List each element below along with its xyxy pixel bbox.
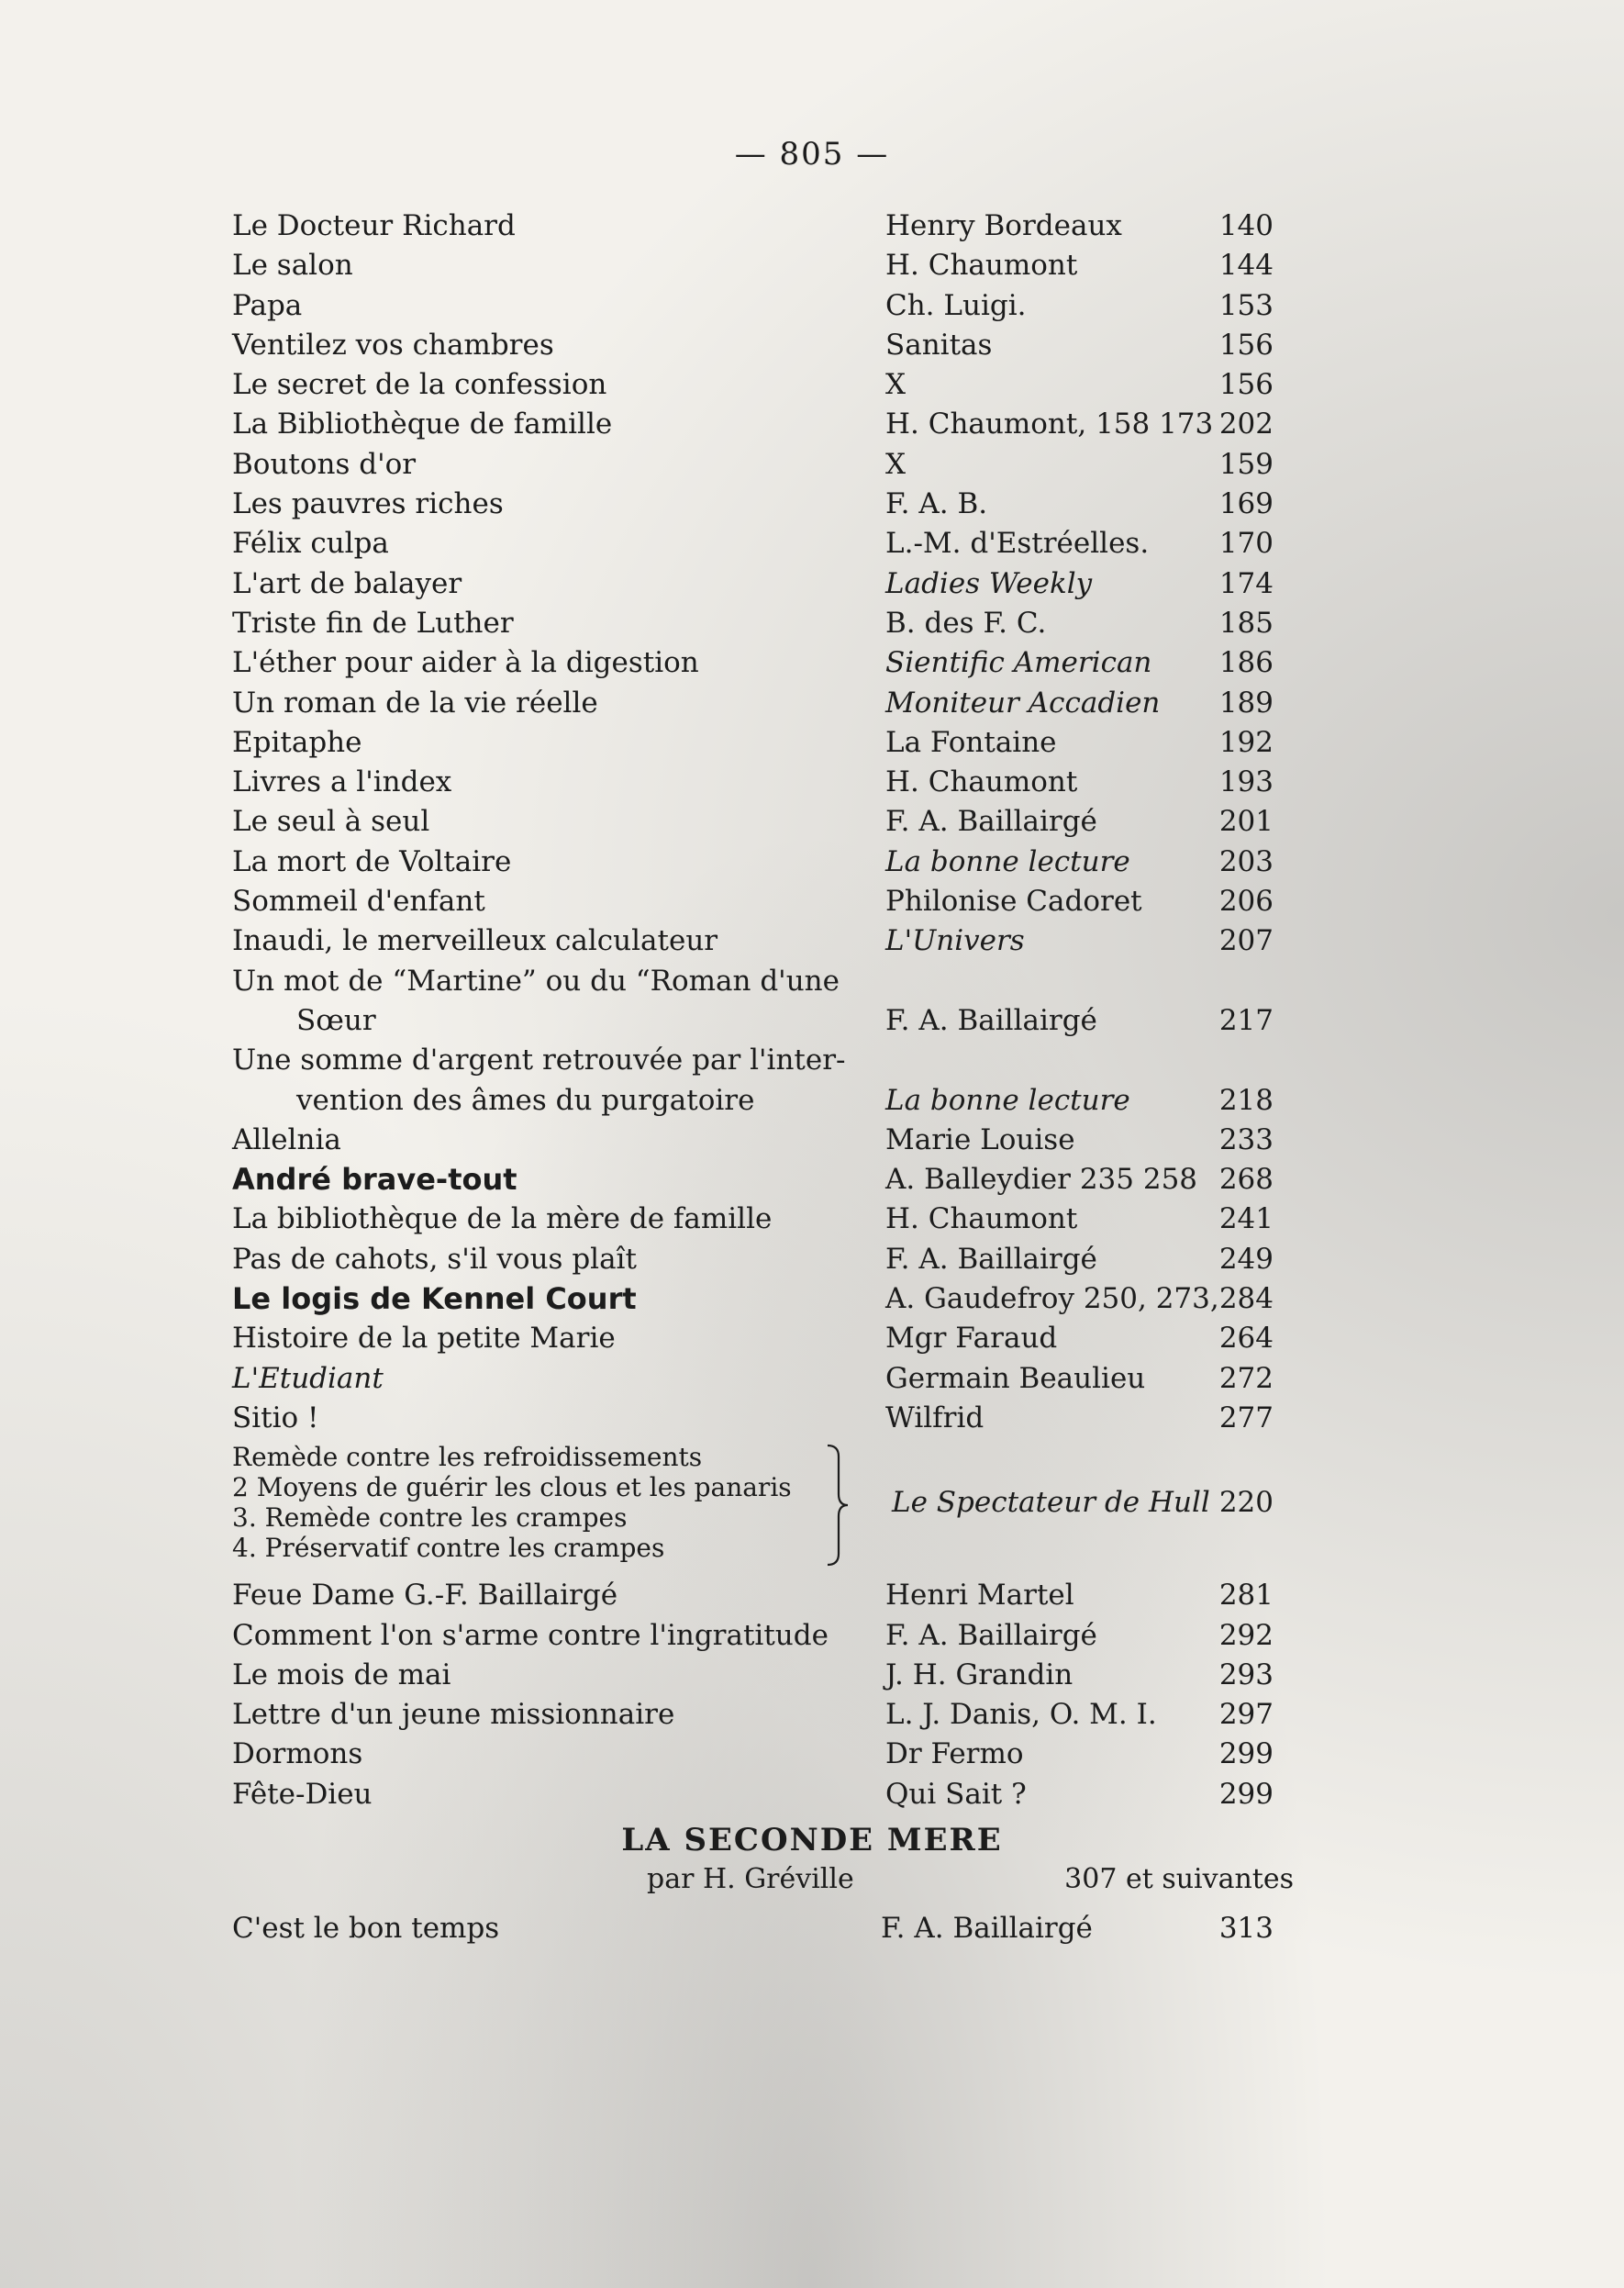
toc-title: Ventilez vos chambres <box>232 328 554 362</box>
toc-title: La bibliothèque de la mère de famille <box>232 1202 773 1236</box>
toc-author: F. A. B. <box>885 487 988 521</box>
section-title: LA SECONDE MERE <box>621 1822 1003 1858</box>
toc-row <box>229 843 1294 882</box>
grouped-title-line: 2 Moyens de guérir les clous et les panaris <box>232 1472 792 1503</box>
toc-author: B. des F. C. <box>885 606 1047 640</box>
toc-author: A. Balleydier 235 258 <box>885 1163 1198 1197</box>
toc-author: F. A. Baillairgé <box>881 1912 1093 1945</box>
toc-row <box>232 1909 1294 1948</box>
toc-row <box>229 1240 1294 1279</box>
toc-page: 153 <box>1218 288 1274 322</box>
toc-page: 272 <box>1218 1361 1274 1395</box>
toc-title: Sitio ! <box>232 1401 319 1434</box>
toc-title: Un mot de “Martine” ou du “Roman d'une <box>232 964 840 998</box>
toc-author: Qui Sait ? <box>885 1777 1027 1811</box>
toc-page: 299 <box>1218 1777 1274 1811</box>
toc-author: Moniteur Accadien <box>885 686 1161 720</box>
toc-author: Henry Bordeaux <box>885 209 1122 242</box>
toc-page: 249 <box>1218 1242 1274 1276</box>
toc-row <box>229 962 1294 1001</box>
toc-title: L'Etudiant <box>232 1361 384 1395</box>
toc-page: 277 <box>1218 1401 1274 1434</box>
toc-title: Le Docteur Richard <box>232 209 516 242</box>
toc-author: F. A. Baillairgé <box>885 1618 1097 1652</box>
toc-row <box>229 524 1294 564</box>
toc-author: H. Chaumont <box>885 249 1078 283</box>
toc-title: Fête-Dieu <box>232 1777 373 1811</box>
toc-page: 292 <box>1218 1618 1274 1652</box>
toc-row <box>229 802 1294 842</box>
grouped-title-line: 3. Remède contre les crampes <box>232 1502 628 1534</box>
toc-page: 174 <box>1218 566 1274 600</box>
toc-author: F. A. Baillairgé <box>885 1242 1097 1276</box>
toc-author: Dr Fermo <box>885 1737 1024 1771</box>
toc-row <box>229 1001 1294 1041</box>
toc-page: 313 <box>1218 1912 1274 1945</box>
toc-title: vention des âmes du purgatoire <box>296 1083 755 1117</box>
section-pages: 307 et suivantes <box>1064 1863 1294 1895</box>
toc-entries <box>229 206 1294 1438</box>
toc-title: Epitaphe <box>232 725 362 759</box>
grouped-title-line: 4. Préservatif contre les crampes <box>232 1533 665 1564</box>
toc-page: 299 <box>1218 1737 1274 1771</box>
toc-row <box>229 1399 1294 1438</box>
toc-author: L'Univers <box>885 924 1025 958</box>
toc-page: 207 <box>1218 924 1274 958</box>
toc-author: H. Chaumont <box>885 1202 1078 1236</box>
toc-title: L'art de balayer <box>232 566 462 600</box>
toc-page: 159 <box>1218 447 1274 481</box>
toc-row <box>229 1121 1294 1160</box>
toc-author: La bonne lecture <box>885 1083 1130 1117</box>
toc-title: Félix culpa <box>232 527 389 561</box>
toc-title: Dormons <box>232 1737 363 1771</box>
toc-page: 268 <box>1218 1163 1274 1197</box>
toc-author: L. J. Danis, O. M. I. <box>885 1698 1157 1732</box>
toc-row <box>229 1616 1294 1656</box>
toc-author: A. Gaudefroy 250, 273, <box>885 1282 1219 1316</box>
toc-page: 156 <box>1218 368 1274 402</box>
toc-title: La mort de Voltaire <box>232 844 512 878</box>
toc-title: Le seul à seul <box>232 805 430 839</box>
toc-title: Lettre d'un jeune missionnaire <box>232 1698 675 1732</box>
toc-row <box>229 1081 1294 1121</box>
toc-title: Le mois de mai <box>232 1657 451 1691</box>
toc-title: Les pauvres riches <box>232 487 504 521</box>
page-number: — 805 — <box>734 136 890 173</box>
toc-row <box>229 1775 1294 1814</box>
toc-author: Philonise Cadoret <box>885 885 1142 919</box>
toc-title: Sommeil d'enfant <box>232 885 485 919</box>
toc-row <box>229 365 1294 405</box>
toc-title: Feue Dame G.-F. Baillairgé <box>232 1579 618 1613</box>
toc-page: 170 <box>1218 527 1274 561</box>
toc-row <box>229 564 1294 604</box>
toc-title: Papa <box>232 288 303 322</box>
toc-row <box>229 882 1294 921</box>
toc-author: Sientific American <box>885 646 1152 680</box>
toc-row <box>229 1656 1294 1695</box>
toc-title: Allelnia <box>232 1122 341 1156</box>
toc-author: L.-M. d'Estréelles. <box>885 527 1150 561</box>
toc-row <box>229 1319 1294 1358</box>
toc-author: H. Chaumont <box>885 765 1078 799</box>
toc-row <box>229 206 1294 246</box>
grouped-titles <box>232 1442 792 1563</box>
toc-title: Triste fin de Luther <box>232 606 514 640</box>
toc-author: H. Chaumont, 158 173 <box>885 407 1214 441</box>
toc-row <box>229 246 1294 285</box>
toc-row <box>229 405 1294 444</box>
toc-page: 297 <box>1218 1698 1274 1732</box>
toc-author: La bonne lecture <box>885 844 1130 878</box>
toc-title: Le secret de la confession <box>232 368 607 402</box>
toc-title: L'éther pour aider à la digestion <box>232 646 699 680</box>
toc-row <box>229 326 1294 365</box>
toc-row <box>229 921 1294 961</box>
toc-page: 264 <box>1218 1322 1274 1356</box>
toc-page: 201 <box>1218 805 1274 839</box>
toc-page: 218 <box>1218 1083 1274 1117</box>
toc-title: Un roman de la vie réelle <box>232 686 598 720</box>
toc-row <box>229 763 1294 802</box>
toc-title: Une somme d'argent retrouvée par l'inter- <box>232 1044 846 1077</box>
toc-title: La Bibliothèque de famille <box>232 407 613 441</box>
toc-page: 233 <box>1218 1122 1274 1156</box>
toc-row <box>229 286 1294 326</box>
toc-row <box>229 1279 1294 1319</box>
right-brace-icon <box>826 1444 850 1567</box>
toc-row <box>229 604 1294 643</box>
toc-row <box>229 1200 1294 1239</box>
toc-author: Ch. Luigi. <box>885 288 1027 322</box>
toc-author: Mgr Faraud <box>885 1322 1058 1356</box>
toc-page: 144 <box>1218 249 1274 283</box>
toc-page: 202 <box>1218 407 1274 441</box>
toc-page: 192 <box>1218 725 1274 759</box>
toc-page: 241 <box>1218 1202 1274 1236</box>
toc-title: Inaudi, le merveilleux calculateur <box>232 924 718 958</box>
toc-row <box>229 1695 1294 1735</box>
toc-row <box>229 643 1294 683</box>
toc-row <box>229 1359 1294 1399</box>
toc-grouped-entry <box>229 1442 1294 1572</box>
toc-title: Boutons d'or <box>232 447 417 481</box>
toc-author: Wilfrid <box>885 1401 984 1434</box>
toc-author: X <box>885 447 907 481</box>
toc-title: Sœur <box>296 1003 376 1037</box>
toc-entries-continued <box>229 1576 1294 1814</box>
toc-row <box>229 1735 1294 1774</box>
table-of-contents <box>229 206 1294 1814</box>
grouped-title-line: Remède contre les refroidissements <box>232 1442 703 1473</box>
toc-title: Histoire de la petite Marie <box>232 1322 616 1356</box>
toc-row <box>229 1576 1294 1615</box>
toc-author: Marie Louise <box>885 1122 1075 1156</box>
grouped-page: 220 <box>1218 1486 1274 1520</box>
toc-author: X <box>885 368 907 402</box>
toc-row <box>229 485 1294 524</box>
toc-page: 284 <box>1218 1282 1274 1316</box>
grouped-author: Le Spectateur de Hull <box>892 1486 1210 1520</box>
toc-author: F. A. Baillairgé <box>885 805 1097 839</box>
toc-author: Sanitas <box>885 328 993 362</box>
toc-page: 281 <box>1218 1579 1274 1613</box>
toc-row <box>229 723 1294 763</box>
section-author: par H. Gréville <box>647 1863 854 1895</box>
toc-row <box>229 1160 1294 1200</box>
toc-page: 169 <box>1218 487 1274 521</box>
toc-page: 140 <box>1218 209 1274 242</box>
toc-page: 193 <box>1218 765 1274 799</box>
toc-author: J. H. Grandin <box>885 1657 1073 1691</box>
toc-page: 217 <box>1218 1003 1274 1037</box>
toc-page: 185 <box>1218 606 1274 640</box>
toc-row <box>229 1041 1294 1080</box>
toc-row <box>229 684 1294 723</box>
toc-page: 206 <box>1218 885 1274 919</box>
toc-author: F. A. Baillairgé <box>885 1003 1097 1037</box>
toc-title: André brave-tout <box>232 1162 517 1198</box>
toc-page: 156 <box>1218 328 1274 362</box>
toc-row <box>229 445 1294 485</box>
toc-author: La Fontaine <box>885 725 1057 759</box>
toc-title: Le logis de Kennel Court <box>232 1281 637 1317</box>
toc-title: Comment l'on s'arme contre l'ingratitude <box>232 1618 829 1652</box>
toc-title: Livres a l'index <box>232 765 452 799</box>
toc-page: 203 <box>1218 844 1274 878</box>
toc-page: 189 <box>1218 686 1274 720</box>
toc-author: Germain Beaulieu <box>885 1361 1146 1395</box>
toc-title: Pas de cahots, s'il vous plaît <box>232 1242 637 1276</box>
toc-author: Ladies Weekly <box>885 566 1093 600</box>
toc-title: C'est le bon temps <box>232 1912 500 1945</box>
toc-page: 186 <box>1218 646 1274 680</box>
toc-title: Le salon <box>232 249 353 283</box>
toc-author: Henri Martel <box>885 1579 1074 1613</box>
toc-page: 293 <box>1218 1657 1274 1691</box>
